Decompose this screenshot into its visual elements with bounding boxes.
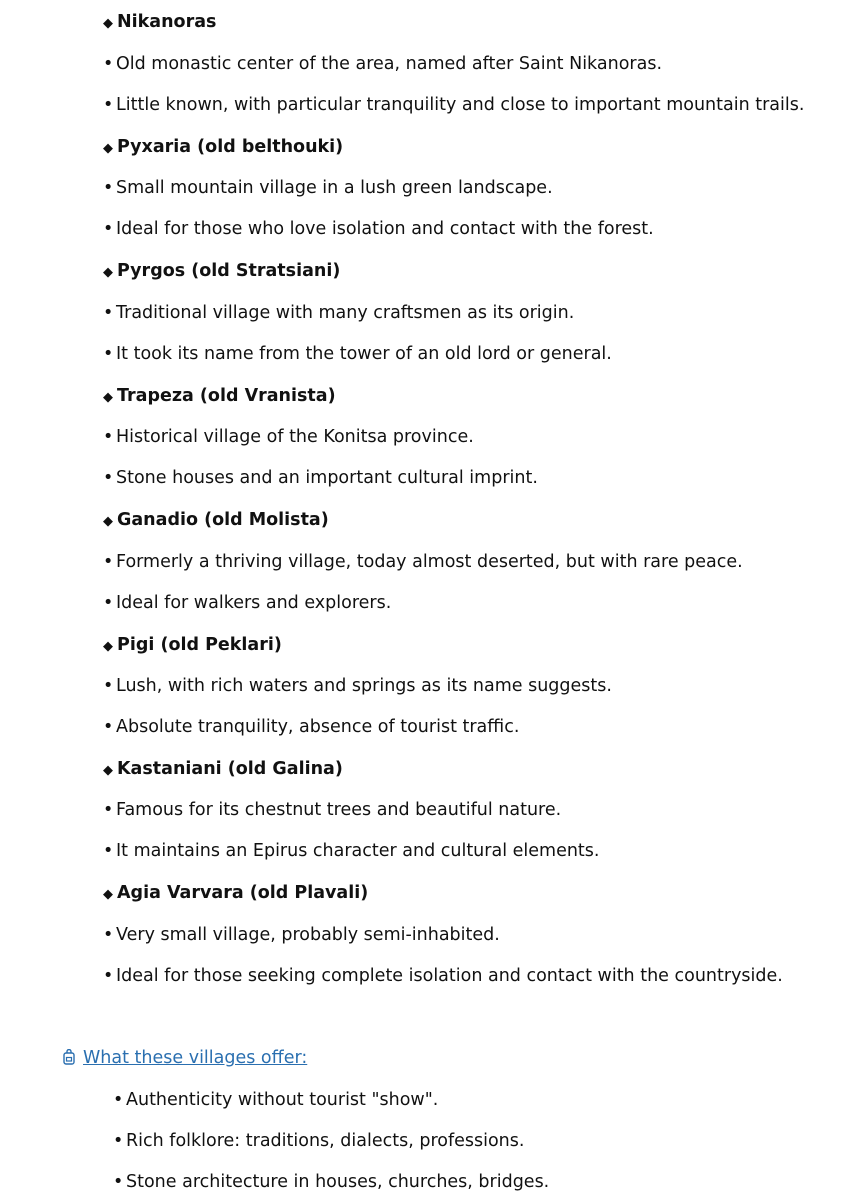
bullet-icon: • — [103, 676, 114, 696]
village-name: Agia Varvara (old Plavali) — [117, 883, 369, 903]
village-heading — [103, 260, 340, 284]
list-item-text: Stone architecture in houses, churches, bridges. — [126, 1172, 550, 1192]
list-item — [103, 716, 519, 738]
village-name: Nikanoras — [117, 12, 217, 32]
list-item — [103, 924, 500, 946]
village-name: Pyxaria (old belthouki) — [117, 137, 344, 157]
bullet-icon: • — [103, 800, 114, 820]
bullet-icon: • — [103, 925, 114, 945]
diamond-bullet-icon: ◆ — [103, 390, 113, 405]
bullet-icon: • — [103, 95, 114, 115]
diamond-bullet-icon: ◆ — [103, 639, 113, 654]
list-item-text: Famous for its chestnut trees and beautiful nature. — [116, 800, 562, 820]
list-item-text: Old monastic center of the area, named after Saint Nikanoras. — [116, 54, 663, 74]
list-item-text: Authenticity without tourist "show". — [126, 1090, 439, 1110]
list-item — [103, 551, 743, 573]
list-item-text: Rich folklore: traditions, dialects, professions. — [126, 1131, 525, 1151]
list-item — [103, 592, 391, 614]
bullet-icon: • — [103, 178, 114, 198]
list-item-text: Absolute tranquility, absence of tourist traffic. — [116, 717, 520, 737]
bullet-icon: • — [113, 1172, 124, 1192]
list-item-text: It took its name from the tower of an old lord or general. — [116, 344, 612, 364]
village-heading — [103, 634, 282, 658]
backpack-icon — [61, 1047, 83, 1069]
list-item-text: Ideal for those seeking complete isolation and contact with the countryside. — [116, 966, 783, 986]
diamond-bullet-icon: ◆ — [103, 141, 113, 156]
village-name: Pigi (old Peklari) — [117, 635, 282, 655]
list-item — [103, 799, 561, 821]
bullet-icon: • — [113, 1131, 124, 1151]
list-item — [103, 467, 538, 489]
list-item-text: Lush, with rich waters and springs as its name suggests. — [116, 676, 612, 696]
list-item — [113, 1171, 549, 1193]
list-item-text: Historical village of the Konitsa province. — [116, 427, 474, 447]
list-item-text: It maintains an Epirus character and cultural elements. — [116, 841, 600, 861]
bullet-icon: • — [103, 219, 114, 239]
list-item-text: Traditional village with many craftsmen as its origin. — [116, 303, 575, 323]
offer-section-heading[interactable]: What these villages offer: — [83, 1048, 308, 1068]
diamond-bullet-icon: ◆ — [103, 265, 113, 280]
bullet-icon: • — [103, 344, 114, 364]
list-item — [103, 53, 662, 75]
bullet-icon: • — [103, 303, 114, 323]
list-item-text: Very small village, probably semi-inhabited. — [116, 925, 500, 945]
bullet-icon: • — [103, 468, 114, 488]
village-heading — [103, 509, 329, 533]
list-item-text: Little known, with particular tranquility and close to important mountain trails. — [116, 95, 805, 115]
bullet-icon: • — [103, 966, 114, 986]
village-heading — [103, 385, 336, 409]
list-item-text: Formerly a thriving village, today almost deserted, but with rare peace. — [116, 552, 743, 572]
diamond-bullet-icon: ◆ — [103, 763, 113, 778]
list-item — [113, 1089, 438, 1111]
list-item — [103, 302, 574, 324]
village-name: Ganadio (old Molista) — [117, 510, 329, 530]
list-item-text: Small mountain village in a lush green landscape. — [116, 178, 553, 198]
village-name: Pyrgos (old Stratsiani) — [117, 261, 341, 281]
list-item — [103, 426, 474, 448]
list-item — [103, 840, 599, 862]
diamond-bullet-icon: ◆ — [103, 887, 113, 902]
diamond-bullet-icon: ◆ — [103, 514, 113, 529]
village-heading — [103, 136, 343, 160]
list-item-text: Ideal for walkers and explorers. — [116, 593, 392, 613]
bullet-icon: • — [103, 593, 114, 613]
list-item — [103, 218, 654, 240]
list-item-text: Stone houses and an important cultural imprint. — [116, 468, 538, 488]
diamond-bullet-icon: ◆ — [103, 16, 113, 31]
bullet-icon: • — [103, 552, 114, 572]
bullet-icon: • — [103, 841, 114, 861]
list-item — [113, 1130, 524, 1152]
village-heading — [103, 758, 343, 782]
village-name: Kastaniani (old Galina) — [117, 759, 343, 779]
list-item — [103, 343, 612, 365]
village-heading — [103, 882, 368, 906]
offer-section-link[interactable] — [61, 1047, 307, 1069]
list-item — [103, 177, 553, 199]
list-item — [103, 94, 804, 116]
list-item-text: Ideal for those who love isolation and contact with the forest. — [116, 219, 654, 239]
village-name: Trapeza (old Vranista) — [117, 386, 336, 406]
bullet-icon: • — [103, 54, 114, 74]
list-item — [103, 675, 612, 697]
bullet-icon: • — [103, 717, 114, 737]
bullet-icon: • — [113, 1090, 124, 1110]
list-item — [103, 965, 783, 987]
village-heading — [103, 11, 216, 35]
bullet-icon: • — [103, 427, 114, 447]
